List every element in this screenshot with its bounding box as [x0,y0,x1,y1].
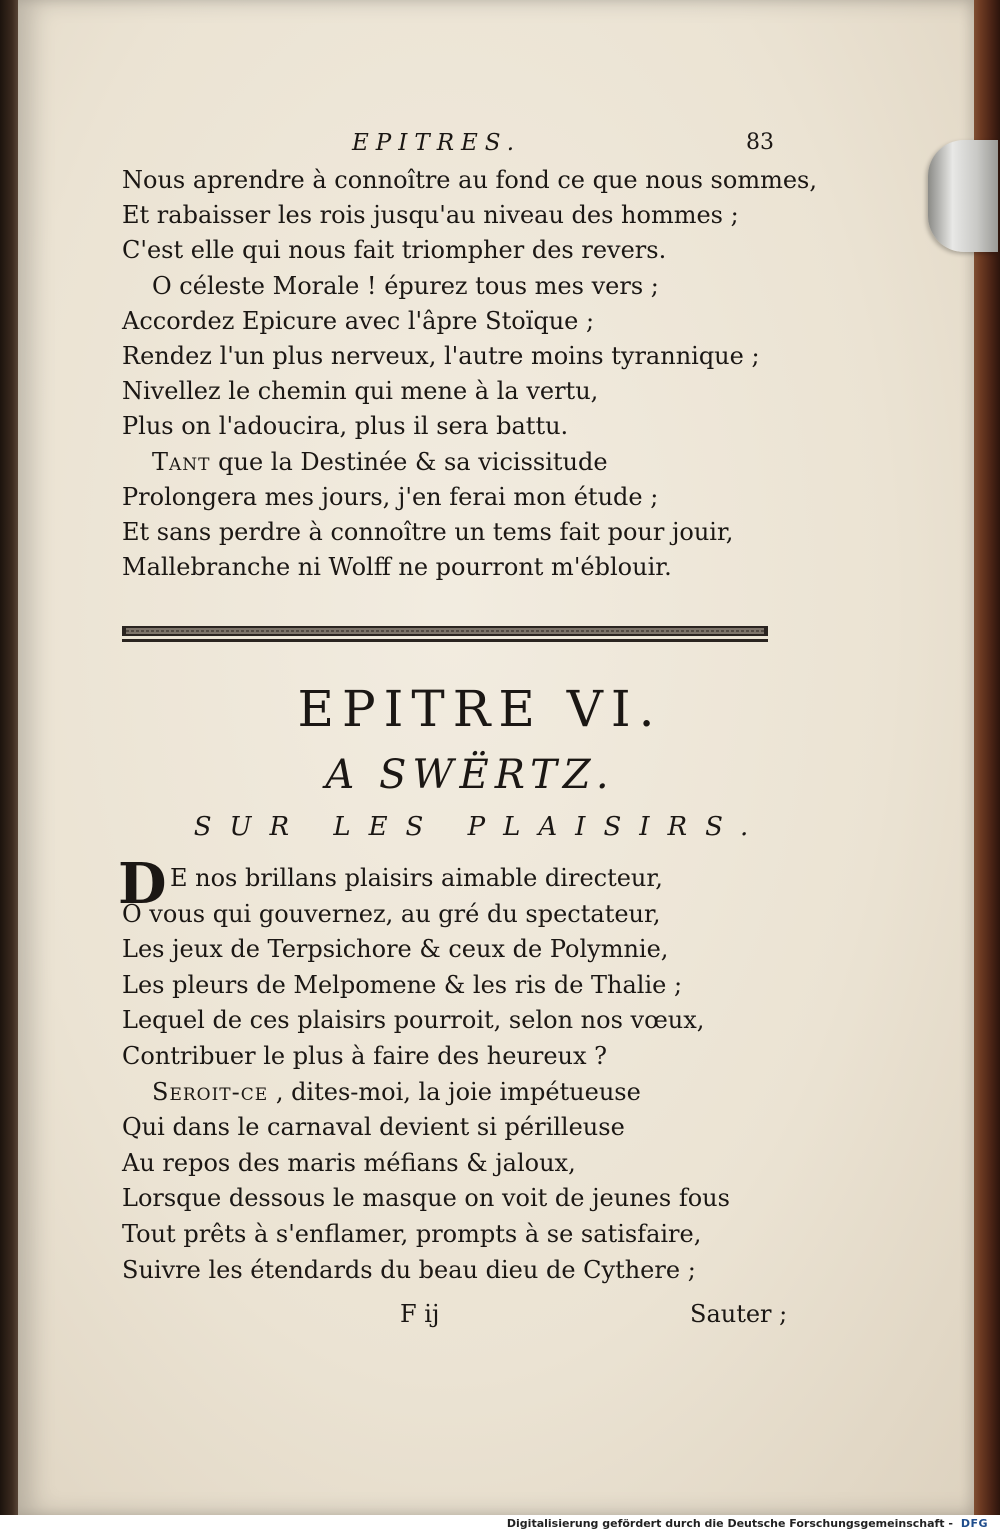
verse-line [122,168,817,192]
verse-text: O céleste Morale ! épurez tous mes vers ; [152,271,659,300]
verse-text: E nos brillans plaisirs aimable directeur, [170,864,663,892]
verse-line [170,866,663,890]
verse-line [122,236,667,265]
verse-text: Plus on l'adoucira, plus il sera battu. [122,412,569,441]
verse-text: Accordez Epicure avec l'âpre Stoïque ; [122,306,595,335]
verse-line [122,970,683,999]
epistle-theme: SUR LES PLAISIRS. [193,812,767,842]
catchword: Sauter ; [690,1300,788,1328]
epistle-addressee: A SWËRTZ. [325,752,615,798]
dfg-logo-icon: DFG [960,1517,988,1530]
verse-line [122,377,599,406]
digitization-footer [0,1515,1000,1535]
verse-text: Suivre les étendards du beau dieu de Cythere ; [122,1255,696,1284]
verse-line [122,1006,705,1035]
verse-line [122,306,595,335]
verse-text: Tout prêts à s'enflamer, prompts à se satisfaire, [122,1220,702,1248]
verse-text: Prolongera mes jours, j'en ferai mon étude ; [122,482,659,511]
verse-text: , dites-moi, la joie impétueuse [275,1077,641,1106]
verse-lead-smallcaps: Seroit-ce [152,1077,269,1106]
verse-line [122,201,739,230]
verse-text: Et sans perdre à connoître un tems fait pour jouir, [122,518,734,546]
verse-text: Au repos des maris méfians & jaloux, [122,1148,576,1177]
verse-line [122,482,659,511]
verse-line [152,1077,641,1106]
ornamental-rule [122,624,768,646]
verse-text: Nivellez le chemin qui mene à la vertu, [122,377,599,406]
verse-text: Qui dans le carnaval devient si périlleuse [122,1113,625,1142]
verse-line [122,520,733,544]
page-number: 83 [746,130,774,155]
footer-credit [507,1517,988,1530]
verse-line [122,1222,701,1246]
verse-text: Les jeux de Terpsichore & ceux de Polymnie, [122,935,669,964]
running-head: EPITRES. [352,130,522,156]
verse-text: Contribuer le plus à faire des heureux ? [122,1042,608,1070]
verse-text: Mallebranche ni Wolff ne pourront m'éblouir. [122,553,672,582]
verse-line [122,1184,730,1213]
verse-line [122,1044,607,1068]
verse-text: Nous aprendre à connoître au fond ce que nous sommes, [122,166,817,194]
epistle-title: EPITRE VI. [297,680,663,738]
verse-line [122,935,669,964]
verse-text: Les pleurs de Melpomene & les ris de Thalie ; [122,970,683,999]
verse-line [122,1148,576,1177]
verse-line [152,447,608,476]
verse-line [152,271,659,300]
verse-line [122,553,672,582]
signature-mark: F ij [400,1300,440,1328]
verse-line [122,412,569,441]
verse-line [122,344,760,368]
verse-text: C'est elle qui nous fait triompher des revers. [122,236,667,265]
page-clip-bookmark [928,140,998,252]
verse-text: Rendez l'un plus nerveux, l'autre moins tyrannique ; [122,342,760,370]
footer-credit-text: Digitalisierung gefördert durch die Deutsche Forschungsgemeinschaft - [506,1517,953,1530]
verse-text: que la Destinée & sa vicissitude [218,447,608,476]
verse-line [122,1255,696,1284]
verse-text: Et rabaisser les rois jusqu'au niveau des hommes ; [122,201,739,230]
verse-text: O vous qui gouvernez, au gré du spectateur, [122,899,661,928]
verse-line [122,1113,625,1142]
verse-line [122,899,661,928]
verse-text: Lequel de ces plaisirs pourroit, selon nos vœux, [122,1006,705,1035]
verse-lead-smallcaps: Tant [152,447,211,476]
verse-text: Lorsque dessous le masque on voit de jeunes fous [122,1184,730,1213]
drop-cap: D [118,851,167,917]
